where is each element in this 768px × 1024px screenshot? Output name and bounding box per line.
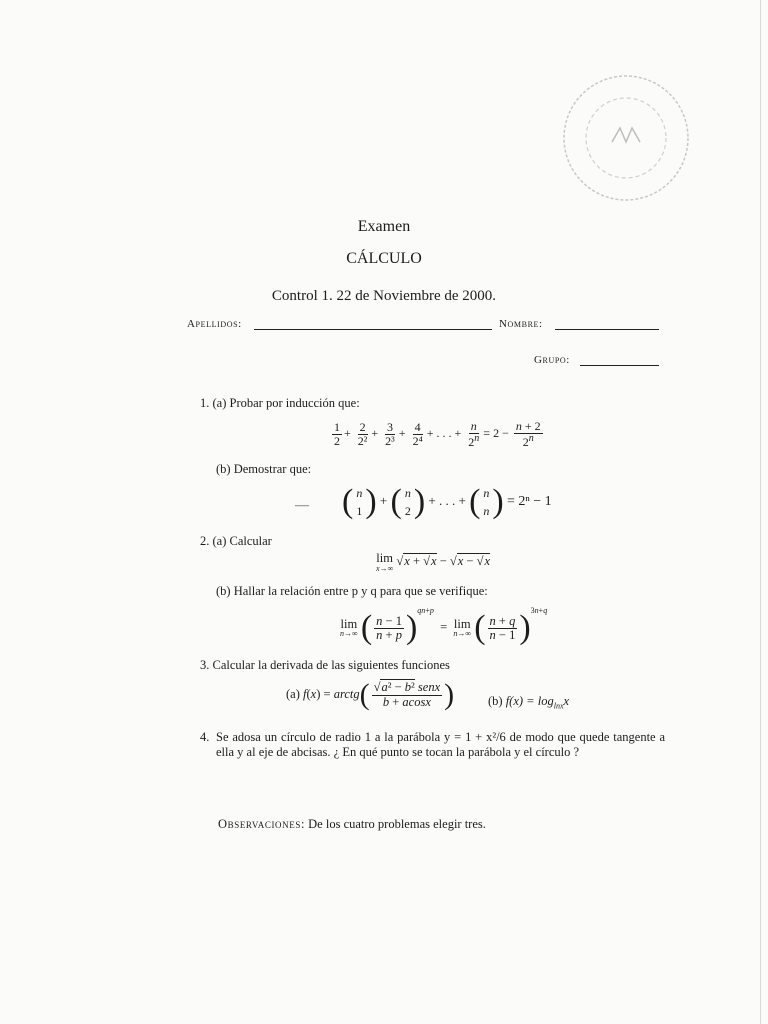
nombre-line[interactable]	[555, 329, 659, 330]
scan-edge	[760, 0, 761, 1024]
handwritten-dash: —	[295, 498, 309, 513]
stamp	[560, 72, 692, 204]
observaciones	[218, 817, 486, 832]
exam-control: Control 1. 22 de Noviembre de 2000.	[271, 288, 497, 304]
formula-derivative-a: (a) f(x) = arctg( $\frac{\text{√a² − b² senx}}{b + acosx}$ )	[286, 678, 455, 711]
problem-3	[200, 658, 450, 673]
apellidos-line[interactable]	[254, 329, 492, 330]
problem-3-number: 3.	[200, 658, 210, 672]
nombre-label: Nombre:	[499, 318, 543, 330]
exam-subject: CÁLCULO	[346, 250, 422, 267]
apellidos-label: Apellidos:	[187, 318, 242, 330]
problem-3a-label: (a)	[286, 686, 300, 701]
problem-1b-text: Demostrar que:	[233, 462, 312, 476]
formula-binomial: ( n 1 ) + ( n 2 ) + . . . + ( n n ) = 2ⁿ − 1	[342, 483, 552, 520]
problem-2a-text: Calcular	[229, 534, 272, 548]
problem-1-number: 1.	[200, 396, 210, 410]
exam-title: Examen	[357, 218, 411, 235]
formula-induction: $\frac{1}{2}$ + $\frac{2}{\text{2²}}$ + $\frac{3}{\text{2³}}$ + $\frac{4}{\text{2⁴}}$ + . . . + $\frac{n}{2^n}$ = 2 − $\frac{n + 2}{2^n}$	[334, 419, 541, 449]
problem-2b-label: (b)	[216, 584, 231, 598]
problem-2b-text: Hallar la relación entre p y q para que se verifique:	[233, 584, 488, 598]
problem-3-text: Calcular la derivada de las siguientes funciones	[212, 658, 450, 672]
problem-3b-formula: f(x) = log	[505, 694, 554, 708]
problem-2b	[216, 584, 488, 599]
grupo-line[interactable]	[580, 365, 659, 366]
problem-2a	[200, 534, 272, 549]
observaciones-text: De los cuatro problemas elegir tres.	[308, 817, 486, 831]
formula-derivative-b: (b) $f(x) = \log_{lnx}x$	[488, 694, 570, 711]
problem-3b-label: (b)	[488, 694, 503, 708]
problem-4-text: Se adosa un círculo de radio 1 a la parábola y = 1 + x²/6 de modo que quede tangente a ella y al eje de abcisas. ¿ En qué punto se tocan la parábola y el círculo ?	[216, 730, 665, 759]
problem-4	[200, 730, 665, 760]
observaciones-label: Observaciones:	[218, 817, 306, 831]
problem-1a	[200, 396, 360, 411]
problem-2a-label: (a)	[212, 534, 227, 548]
problem-2-number: 2.	[200, 534, 210, 548]
problem-4-number: 4.	[200, 730, 210, 744]
problem-1a-text: Probar por inducción que:	[229, 396, 360, 410]
formula-limit-sqrt: lim x→∞ √x + √x − √x − √x	[376, 551, 491, 573]
problem-1a-label: (a)	[212, 396, 227, 410]
problem-1b-label: (b)	[216, 462, 231, 476]
formula-limit-relation: lim n→∞ ( $\frac{n - 1}{n + p}$ )$^{qn+p}$ = lim n→∞ ( $\frac{n + q}{n - 1}$ )$^{3n+q}$	[340, 606, 548, 647]
problem-1b	[216, 462, 311, 477]
binomial-rhs: = 2ⁿ − 1	[506, 493, 552, 509]
grupo-label: Grupo:	[534, 354, 570, 366]
